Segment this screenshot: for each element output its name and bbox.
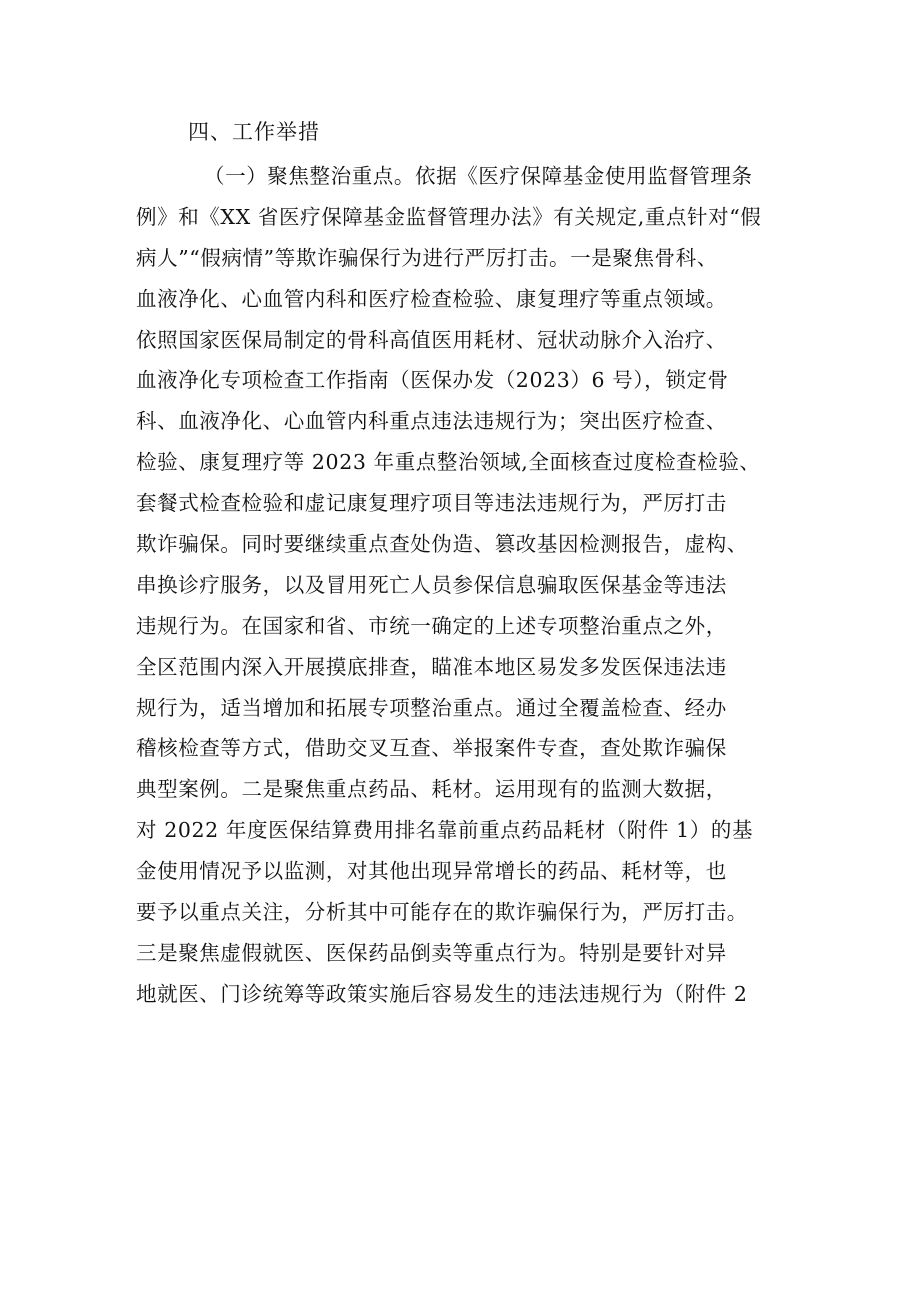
paragraph-line: 稽核检查等方式，借助交叉互查、举报案件专查，查处欺诈骗保 — [136, 736, 727, 761]
paragraph-line: 套餐式检查检验和虚记康复理疗项目等违法违规行为，严厉打击 — [136, 491, 727, 516]
paragraph-line: 串换诊疗服务，以及冒用死亡人员参保信息骗取医保基金等违法 — [136, 572, 727, 597]
paragraph-line: 规行为，适当增加和拓展专项整治重点。通过全覆盖检查、经办 — [136, 695, 727, 720]
paragraph-line: 全区范围内深入开展摸底排查，瞄准本地区易发多发医保违法违 — [136, 654, 727, 679]
paragraph-line: 金使用情况予以监测，对其他出现异常增长的药品、耗材等，也 — [136, 859, 727, 884]
paragraph-line: 对 2022 年度医保结算费用排名靠前重点药品耗材（附件 1）的基 — [136, 818, 754, 843]
body-paragraph — [136, 156, 816, 1015]
paragraph-line: 典型案例。二是聚焦重点药品、耗材。运用现有的监测大数据， — [136, 777, 727, 802]
paragraph-line: 地就医、门诊统筹等政策实施后容易发生的违法违规行为（附件 2 — [136, 981, 748, 1006]
section-heading: 四、工作举措 — [188, 120, 320, 144]
paragraph-line: 要予以重点关注，分析其中可能存在的欺诈骗保行为，严厉打击。 — [136, 900, 748, 925]
paragraph-line: 血液净化、心血管内科和医疗检查检验、康复理疗等重点领域。 — [136, 286, 727, 311]
paragraph-line: 例》和《XX 省医疗保障基金监督管理办法》有关规定,重点针对“假 — [136, 204, 762, 229]
paragraph-line: 依照国家医保局制定的骨科高值医用耗材、冠状动脉介入治疗、 — [136, 327, 727, 352]
paragraph-line: 科、血液净化、心血管内科重点违法违规行为；突出医疗检查、 — [136, 409, 727, 434]
paragraph-line: 违规行为。在国家和省、市统一确定的上述专项整治重点之外， — [136, 613, 727, 638]
paragraph-line: 欺诈骗保。同时要继续重点查处伪造、篡改基因检测报告，虚构、 — [136, 532, 748, 557]
paragraph-line: 病人”“假病情”等欺诈骗保行为进行严厉打击。一是聚焦骨科、 — [136, 245, 718, 270]
paragraph-line: 三是聚焦虚假就医、医保药品倒卖等重点行为。特别是要针对异 — [136, 940, 727, 965]
paragraph-line: 检验、康复理疗等 2023 年重点整治领域,全面核查过度检查检验、 — [136, 450, 761, 475]
paragraph-line: （一）聚焦整治重点。依据《医疗保障基金使用监督管理条 — [204, 164, 753, 188]
paragraph-line: 血液净化专项检查工作指南（医保办发（2023）6 号），锁定骨 — [136, 368, 729, 393]
